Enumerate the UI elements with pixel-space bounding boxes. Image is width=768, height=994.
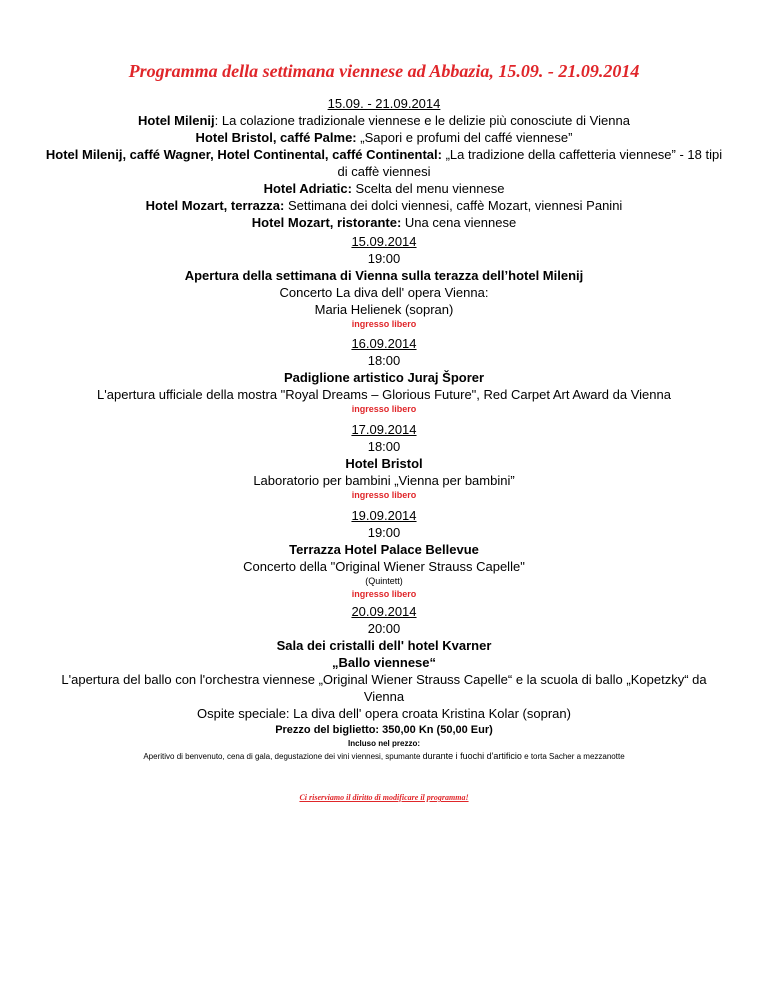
included-part: e torta Sacher a mezzanotte <box>521 752 625 761</box>
event-time: 18:00 <box>367 439 401 454</box>
intro-item <box>15 146 753 163</box>
intro-item-text: „Sapori e profumi del caffé viennese” <box>356 130 573 145</box>
intro-section <box>30 95 738 231</box>
event-time: 20:00 <box>367 621 401 636</box>
event-date: 17.09.2014 <box>351 422 417 437</box>
intro-item-text: Scelta del menu viennese <box>351 181 505 196</box>
event-entry: ingresso libero <box>351 490 417 500</box>
intro-item-continuation: di caffè viennesi <box>337 164 431 179</box>
intro-item <box>30 129 738 146</box>
event-description: L'apertura del ballo con l'orchestra viennese „Original Wiener Strauss Capelle“ e la scuola di ballo „Kopetzky“ da <box>61 672 707 687</box>
event-entry: ingresso libero <box>351 319 417 329</box>
event-description: Vienna <box>363 689 405 704</box>
event-venue: Padiglione artistico Juraj Šporer <box>283 370 485 385</box>
event-description: Maria Helienek (sopran) <box>314 302 454 317</box>
intro-item-label: Hotel Bristol, caffé Palme: <box>195 130 357 145</box>
event-note: (Quintett) <box>365 576 403 586</box>
intro-item <box>30 180 738 197</box>
event-description: Ospite speciale: La diva dell' opera croata Kristina Kolar (sopran) <box>197 706 571 721</box>
event-venue: Sala dei cristalli dell' hotel Kvarner <box>276 638 492 653</box>
intro-item-text: Settimana dei dolci viennesi, caffè Mozart, viennesi Panini <box>284 198 623 213</box>
event-time: 19:00 <box>367 251 401 266</box>
intro-item-label: Hotel Milenij <box>138 113 215 128</box>
event-description: L'apertura ufficiale della mostra "Royal Dreams – Glorious Future", Red Carpet Art Award da Vienna <box>97 387 671 402</box>
intro-item <box>30 214 738 231</box>
event-1 <box>30 233 738 331</box>
intro-item-label: Hotel Mozart, terrazza: <box>145 198 285 213</box>
intro-item-label: Hotel Mozart, ristorante: <box>251 215 402 230</box>
event-5 <box>30 603 738 763</box>
event-3 <box>30 421 738 502</box>
event-entry: ingresso libero <box>351 589 417 599</box>
event-venue: Hotel Bristol <box>345 456 423 471</box>
event-venue: Apertura della settimana di Vienna sulla terazza dell’hotel Milenij <box>184 268 584 283</box>
intro-dates: 15.09. - 21.09.2014 <box>327 96 441 111</box>
event-date: 20.09.2014 <box>351 604 417 619</box>
event-date: 19.09.2014 <box>351 508 417 523</box>
event-price: Prezzo del biglietto: 350,00 Kn (50,00 Eur) <box>275 724 493 736</box>
event-date: 16.09.2014 <box>351 336 417 351</box>
event-included-label: Incluso nel prezzo: <box>347 739 420 748</box>
event-venue: Terrazza Hotel Palace Bellevue <box>289 542 479 557</box>
intro-item-label: Hotel Adriatic: <box>263 181 352 196</box>
event-time: 18:00 <box>367 353 401 368</box>
included-part: Aperitivo di benvenuto, cena di gala, degustazione dei vini viennesi, spumante <box>143 752 423 761</box>
included-part: durante i fuochi d'artificio <box>422 751 522 761</box>
event-description: Concerto della "Original Wiener Strauss Capelle" <box>243 559 525 574</box>
event-time: 19:00 <box>367 525 401 540</box>
intro-item <box>30 112 738 129</box>
footer-disclaimer: Ci riserviamo il diritto di modificare il programma! <box>299 793 469 802</box>
event-description: Laboratorio per bambini „Vienna per bambini” <box>253 473 515 488</box>
intro-item-text: Una cena viennese <box>401 215 517 230</box>
intro-item-text: „La tradizione della caffetteria viennese” - 18 tipi <box>441 147 723 162</box>
event-date: 15.09.2014 <box>351 234 417 249</box>
event-4 <box>30 507 738 601</box>
intro-item-label: Hotel Milenij, caffé Wagner, Hotel Continental, caffé Continental: <box>45 147 442 162</box>
event-entry: ingresso libero <box>351 404 417 414</box>
intro-item-text: : La colazione tradizionale viennese e le delizie più conosciute di Vienna <box>214 113 630 128</box>
event-description: Concerto La diva dell' opera Vienna: <box>279 285 489 300</box>
page-title: Programma della settimana viennese ad Abbazia, 15.09. - 21.09.2014 <box>128 61 640 81</box>
event-subtitle: „Ballo viennese“ <box>331 655 437 670</box>
event-included-text <box>30 750 738 763</box>
intro-item <box>30 197 738 214</box>
event-2 <box>30 335 738 416</box>
